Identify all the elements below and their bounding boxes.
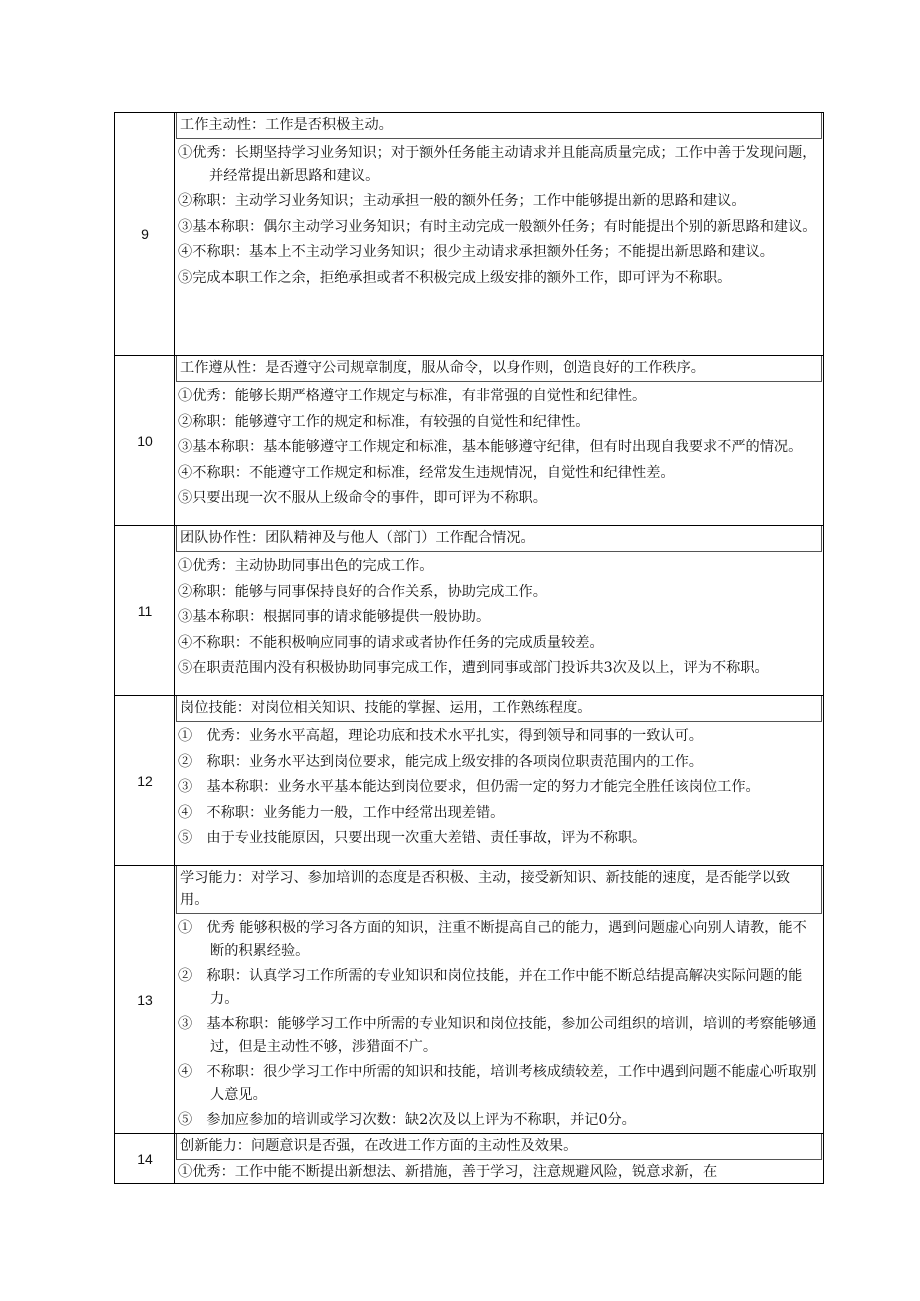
row-content: [174, 355, 824, 525]
row-content: [174, 695, 824, 865]
list-item: ③基本称职：基本能够遵守工作规定和标准，基本能够遵守纪律，但有时出现自我要求不严的情况。: [178, 439, 803, 455]
list-item: ① 优秀：业务水平高超，理论功底和技术水平扎实，得到领导和同事的一致认可。: [178, 728, 703, 744]
list-item: ④ 不称职：很少学习工作中所需的知识和技能，培训考核成绩较差，工作中遇到问题不能虚心听取别人意见。: [178, 1064, 817, 1103]
row-content: [174, 865, 824, 1133]
list-item: ①优秀：长期坚持学习业务知识；对于额外任务能主动请求并且能高质量完成；工作中善于发现问题，并经常提出新思路和建议。: [178, 145, 817, 184]
criterion-title: 创新能力：问题意识是否强，在改进工作方面的主动性及效果。: [176, 1134, 822, 1160]
list-item: ⑤在职责范围内没有积极协助同事完成工作，遭到同事或部门投诉共3次及以上，评为不称职。: [178, 660, 769, 676]
table-bottom-border: [114, 1183, 824, 1184]
criterion-items: [175, 382, 823, 510]
list-item: ③ 基本称职：能够学习工作中所需的专业知识和岗位技能，参加公司组织的培训，培训的考察能够通过，但是主动性不够，涉猎面不广。: [178, 1016, 817, 1055]
row-content: [174, 112, 824, 355]
criterion-items: [175, 722, 823, 850]
row-number: 12: [114, 695, 175, 865]
list-item: ⑤只要出现一次不服从上级命令的事件，即可评为不称职。: [178, 490, 547, 506]
list-item: ⑤ 由于专业技能原因，只要出现一次重大差错、责任事故，评为不称职。: [178, 830, 647, 846]
list-item: ①优秀：主动协助同事出色的完成工作。: [178, 558, 434, 574]
criterion-title: 工作遵从性：是否遵守公司规章制度，服从命令，以身作则，创造良好的工作秩序。: [176, 356, 822, 382]
criterion-items: [175, 552, 823, 680]
list-item: ②称职：主动学习业务知识；主动承担一般的额外任务；工作中能够提出新的思路和建议。: [178, 193, 746, 209]
list-item: ② 称职：业务水平达到岗位要求，能完成上级安排的各项岗位职责范围内的工作。: [178, 753, 703, 770]
list-item: ②称职：能够与同事保持良好的合作关系，协助完成工作。: [178, 583, 547, 600]
list-item: ④不称职：不能积极响应同事的请求或者协作任务的完成质量较差。: [178, 634, 604, 651]
criterion-items: [175, 914, 823, 1132]
table-row: [114, 695, 824, 865]
row-number: 9: [114, 112, 175, 355]
row-number: 13: [114, 865, 175, 1133]
list-item: ①优秀：能够长期严格遵守工作规定与标准，有非常强的自觉性和纪律性。: [178, 388, 647, 404]
list-item: ④不称职：不能遵守工作规定和标准，经常发生违规情况，自觉性和纪律性差。: [178, 464, 675, 481]
list-item: ③基本称职：偶尔主动学习业务知识；有时主动完成一般额外任务；有时能提出个别的新思路和建议。: [178, 218, 817, 235]
table-row: [114, 1133, 824, 1183]
row-number: 14: [114, 1133, 175, 1183]
table-row: [114, 525, 824, 695]
list-item: ④ 不称职：业务能力一般，工作中经常出现差错。: [178, 804, 505, 821]
criterion-title: 团队协作性：团队精神及与他人（部门）工作配合情况。: [176, 526, 822, 552]
criterion-items: [175, 1160, 823, 1184]
row-number: 10: [114, 355, 175, 525]
criterion-title: 工作主动性：工作是否积极主动。: [176, 113, 822, 139]
list-item: ⑤完成本职工作之余，拒绝承担或者不积极完成上级安排的额外工作，即可评为不称职。: [178, 269, 732, 286]
row-number: 11: [114, 525, 175, 695]
row-content: [174, 525, 824, 695]
list-item: ② 称职：认真学习工作所需的专业知识和岗位技能，并在工作中能不断总结提高解决实际问题的能力。: [178, 968, 803, 1007]
table-row: [114, 355, 824, 525]
table-row: [114, 865, 824, 1133]
list-item: ④不称职：基本上不主动学习业务知识；很少主动请求承担额外任务；不能提出新思路和建议。: [178, 244, 774, 260]
list-item: ① 优秀 能够积极的学习各方面的知识，注重不断提高自己的能力，遇到问题虚心向别人请教，能不断的积累经验。: [178, 920, 807, 959]
criterion-title: 岗位技能：对岗位相关知识、技能的掌握、运用，工作熟练程度。: [176, 696, 822, 722]
list-item: ⑤ 参加应参加的培训或学习次数：缺2次及以上评为不称职，并记0分。: [178, 1112, 636, 1128]
list-item: ②称职：能够遵守工作的规定和标准，有较强的自觉性和纪律性。: [178, 413, 590, 430]
criterion-items: [175, 139, 823, 289]
table-row: [114, 112, 824, 355]
row-content: [174, 1133, 824, 1183]
criterion-title: 学习能力：对学习、参加培训的态度是否积极、主动，接受新知识、新技能的速度，是否能学以致用。: [176, 866, 822, 914]
list-item: ③基本称职：根据同事的请求能够提供一般协助。: [178, 609, 491, 625]
list-item: ③ 基本称职：业务水平基本能达到岗位要求，但仍需一定的努力才能完全胜任该岗位工作。: [178, 779, 760, 795]
list-item: ①优秀：工作中能不断提出新想法、新措施，善于学习，注意规避风险，锐意求新，在: [178, 1164, 718, 1180]
